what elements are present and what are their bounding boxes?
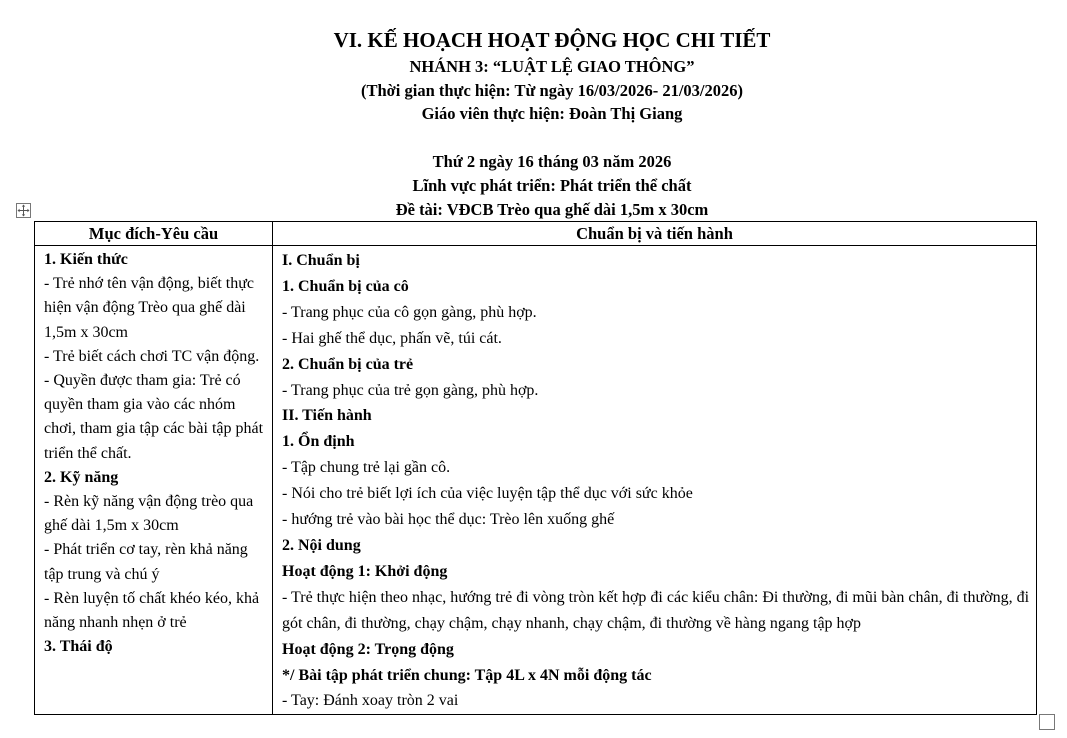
development-field: Lĩnh vực phát triển: Phát triển thể chất (412, 176, 692, 195)
table-header-row (35, 222, 1037, 246)
content-line: - Hai ghế thể dục, phấn vẽ, túi cát. (282, 329, 502, 347)
content-line: - Trẻ nhớ tên vận động, biết thực hiện vận động Trèo qua ghế dài 1,5m x 30cm (44, 275, 254, 341)
content-line: - Trẻ thực hiện theo nhạc, hướng trẻ đi vòng tròn kết hợp đi các kiểu chân: Đi thường, đi mũi bàn chân, đi thường, đi gót chân, đi thường, chạy chậm, chạy nhanh, chạy chậm, đi thường về hàng ngang tập hợp (282, 588, 1030, 632)
content-line: - Nói cho trẻ biết lợi ích của việc luyện tập thể dục với sức khỏe (282, 485, 693, 503)
teacher-name: Giáo viên thực hiện: Đoàn Thị Giang (421, 104, 683, 123)
section-heading: */ Bài tập phát triển chung: Tập 4L x 4N mỗi động tác (282, 666, 652, 684)
branch-title: NHÁNH 3: “LUẬT LỆ GIAO THÔNG” (409, 57, 695, 76)
section-heading: 1. Chuẩn bị của cô (282, 277, 409, 295)
content-line: - Phát triển cơ tay, rèn khả năng tập trung và chú ý (44, 541, 248, 583)
table-row (35, 246, 1037, 715)
lesson-topic: Đề tài: VĐCB Trèo qua ghế dài 1,5m x 30cm (395, 200, 709, 219)
content-line: - Trang phục của trẻ gọn gàng, phù hợp. (282, 381, 539, 399)
section-heading: 3. Thái độ (44, 638, 113, 656)
col1-header: Mục đích-Yêu cầu (35, 222, 273, 246)
section-heading: Hoạt động 2: Trọng động (282, 640, 454, 658)
table-move-icon[interactable] (16, 203, 31, 218)
objectives-cell[interactable] (35, 246, 273, 715)
preparation-cell[interactable] (273, 246, 1037, 715)
content-line: - Rèn luyện tố chất khéo kéo, khả năng nhanh nhẹn ở trẻ (44, 589, 260, 632)
lesson-date: Thứ 2 ngày 16 tháng 03 năm 2026 (432, 152, 672, 171)
section-heading: 2. Nội dung (282, 536, 361, 554)
section-heading: 2. Chuẩn bị của trẻ (282, 355, 414, 373)
content-line: - Trang phục của cô gọn gàng, phù hợp. (282, 303, 537, 321)
content-line: - Tay: Đánh xoay tròn 2 vai (282, 692, 459, 710)
content-line: - Rèn kỹ năng vận động trèo qua ghế dài 1,5m x 30cm (44, 493, 254, 535)
section-heading: I. Chuẩn bị (282, 252, 360, 269)
implementation-time: (Thời gian thực hiện: Từ ngày 16/03/2026- 21/03/2026) (360, 81, 744, 100)
section-heading: 1. Ổn định (282, 433, 355, 451)
section-heading: Hoạt động 1: Khởi động (282, 562, 448, 580)
plan-title: VI. KẾ HOẠCH HOẠT ĐỘNG HỌC CHI TIẾT (333, 28, 771, 52)
table-resize-icon[interactable] (1039, 714, 1055, 730)
content-line: - Trẻ biết cách chơi TC vận động. (44, 347, 260, 365)
section-heading: 2. Kỹ năng (44, 468, 119, 486)
col2-header: Chuẩn bị và tiến hành (273, 222, 1037, 246)
section-heading: 1. Kiến thức (44, 251, 128, 268)
content-line: - Quyền được tham gia: Trẻ có quyền tham gia vào các nhóm chơi, tham gia tập các bài tập phát triển thể chất. (44, 372, 264, 462)
content-line: - hướng trẻ vào bài học thể dục: Trèo lên xuống ghế (282, 511, 615, 529)
content-line: - Tập chung trẻ lại gần cô. (282, 459, 451, 477)
section-heading: II. Tiến hành (282, 407, 372, 425)
lesson-plan-table (34, 221, 1037, 715)
